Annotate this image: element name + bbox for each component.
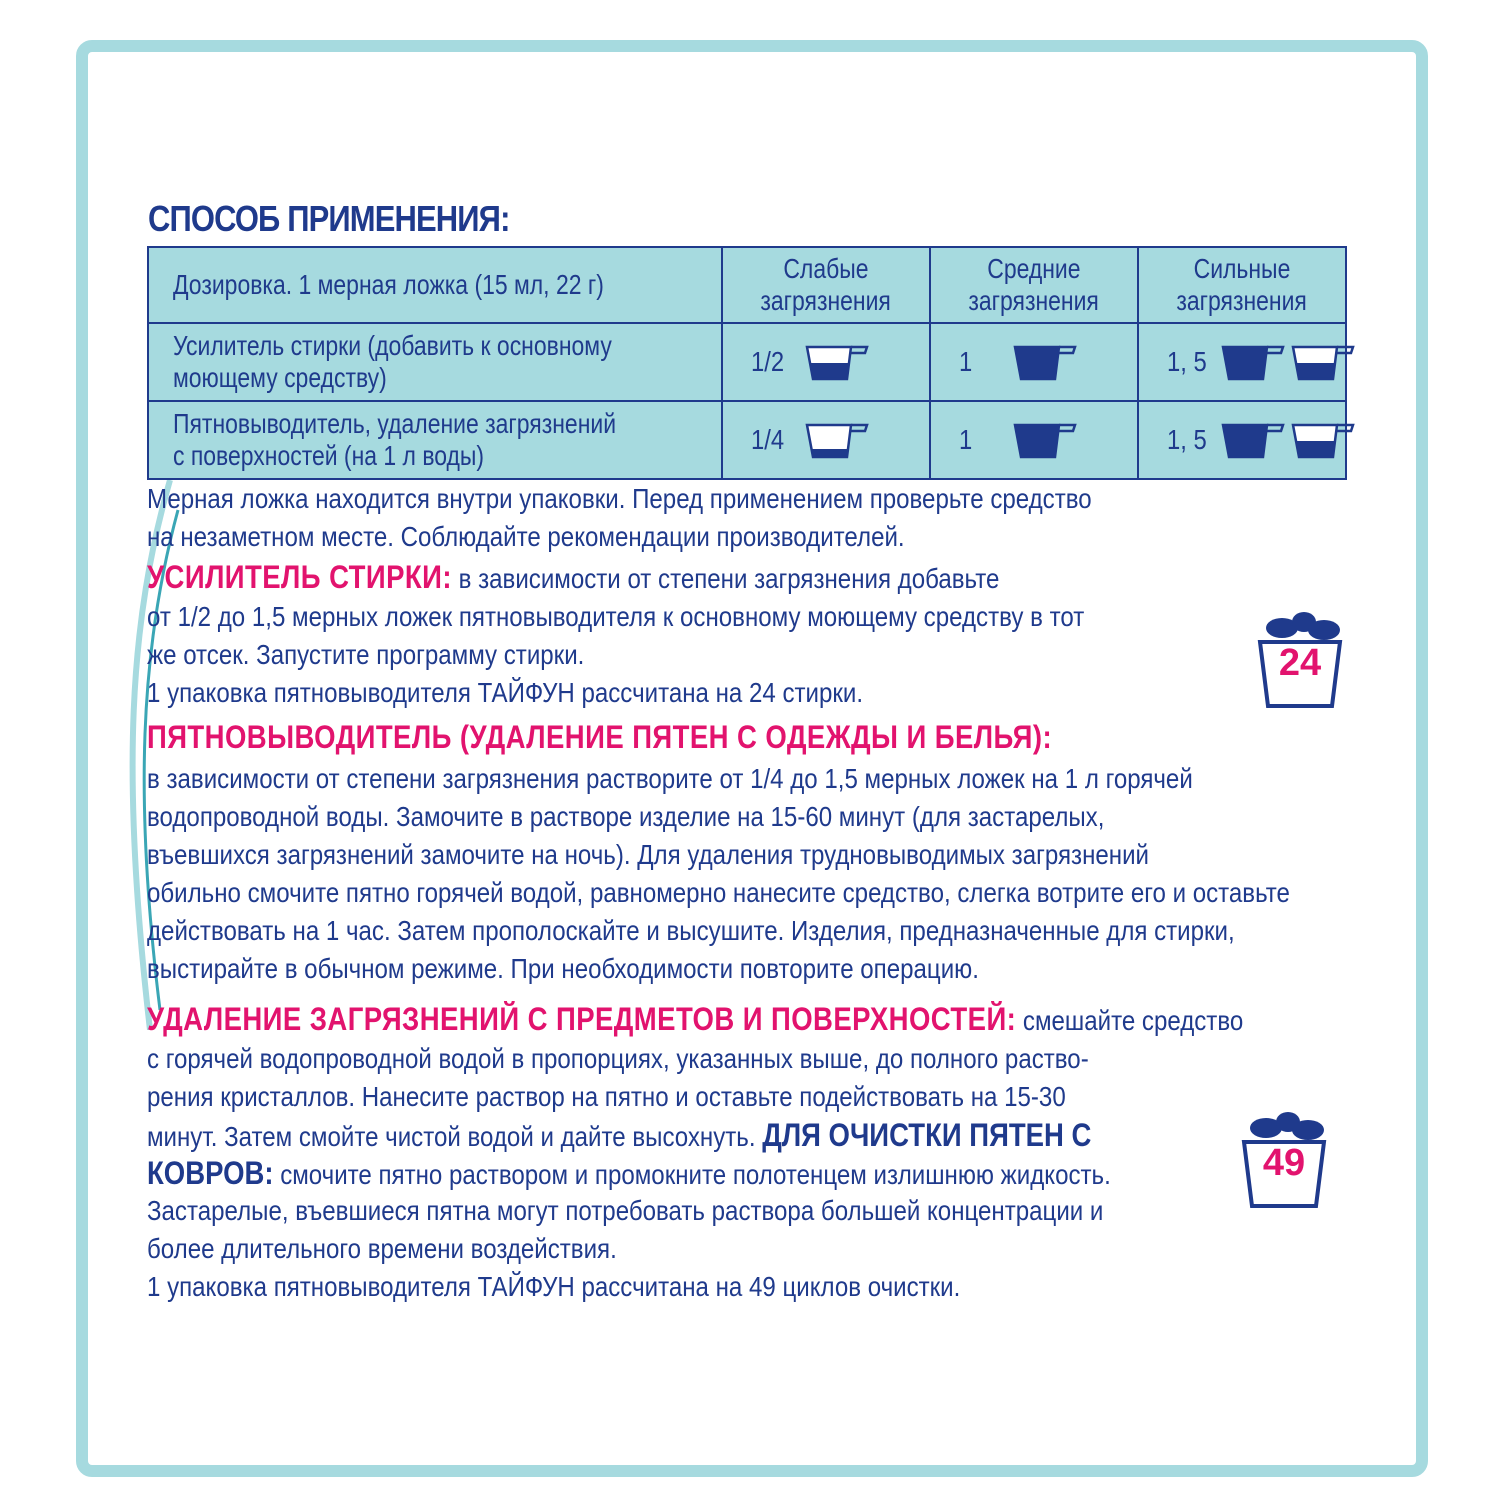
stain-remover-heading: ПЯТНОВЫВОДИТЕЛЬ (УДАЛЕНИЕ ПЯТЕН С ОДЕЖДЫ И БЕЛЬЯ):: [147, 719, 1053, 755]
surfaces-line-1: УДАЛЕНИЕ ЗАГРЯЗНЕНИЙ С ПРЕДМЕТОВ И ПОВЕРХНОСТЕЙ: смешайте средство: [147, 1001, 1244, 1037]
table-row: [148, 323, 1346, 401]
measuring-spoon-icon: [805, 421, 869, 459]
dosage-header-cell: Дозировка. 1 мерная ложка (15 мл, 22 г): [148, 247, 722, 323]
amount-cell: 1: [930, 401, 1138, 479]
measuring-spoon-icon: [1013, 343, 1077, 381]
measuring-spoon-icon: [1221, 343, 1285, 381]
stain-remover-line: въевшихся загрязнений замочите на ночь). Для удаления трудновыводимых загрязнений: [147, 839, 1149, 870]
surfaces-line-5: КОВРОВ: смочите пятно раствором и промокните полотенцем излишнюю жидкость.: [147, 1155, 1111, 1191]
surfaces-line: с горячей водопроводной водой в пропорциях, указанных выше, до полного раство-: [147, 1043, 1089, 1074]
amount-cell: 1, 5: [1138, 401, 1346, 479]
dosage-table: [147, 246, 1347, 480]
measuring-spoon-icon: [1221, 421, 1285, 459]
stain-remover-line: водопроводной воды. Замочите в растворе изделие на 15-60 минут (для застарелых,: [147, 801, 1105, 832]
measuring-spoon-icon: [1291, 421, 1355, 459]
note-line: Мерная ложка находится внутри упаковки. Перед применением проверьте средство: [147, 483, 1092, 514]
stain-remover-line: действовать на 1 час. Затем прополоскайте и высушите. Изделия, предназначенные для стирки,: [147, 915, 1235, 946]
surfaces-line: рения кристаллов. Нанесите раствор на пятно и оставьте подействовать на 15-30: [147, 1081, 1066, 1112]
column-weak: Слабые загрязнения: [722, 247, 930, 323]
booster-line: же отсек. Запустите программу стирки.: [147, 639, 585, 670]
measuring-spoon-icon: [805, 343, 869, 381]
stain-remover-heading-line: [147, 718, 1052, 758]
section-title: СПОСОБ ПРИМЕНЕНИЯ:: [148, 198, 510, 239]
washes-count: 24: [1278, 642, 1322, 684]
amount-cell: 1, 5: [1138, 323, 1346, 401]
booster-line-1: УСИЛИТЕЛЬ СТИРКИ: в зависимости от степени загрязнения добавьте: [147, 559, 1000, 595]
cycles-count: 49: [1262, 1142, 1306, 1184]
amount-cell: 1/4: [722, 401, 930, 479]
stain-remover-line: обильно смочите пятно горячей водой, равномерно нанесите средство, слегка вотрите его и оставьте: [147, 877, 1290, 908]
amount-cell: 1: [930, 323, 1138, 401]
surfaces-line: Застарелые, въевшиеся пятна могут потребовать раствора большей концентрации и: [147, 1195, 1104, 1226]
row-label-stain-remover: Пятновыводитель, удаление загрязнений с поверхностей (на 1 л воды): [148, 401, 722, 479]
carpet-heading: ДЛЯ ОЧИСТКИ ПЯТЕН С: [762, 1117, 1092, 1153]
cleaning-cycles-badge: [1236, 1106, 1332, 1210]
measuring-spoon-icon: [1013, 421, 1077, 459]
table-row: [148, 401, 1346, 479]
booster-line: 1 упаковка пятновыводителя ТАЙФУН рассчитана на 24 стирки.: [147, 677, 864, 708]
surfaces-line: более длительного времени воздействия.: [147, 1233, 617, 1264]
washes-badge: [1252, 606, 1348, 710]
booster-line: от 1/2 до 1,5 мерных ложек пятновыводителя к основному моющему средству в тот: [147, 601, 1085, 632]
column-medium: Средние загрязнения: [930, 247, 1138, 323]
table-header-row: [148, 247, 1346, 323]
column-strong: Сильные загрязнения: [1138, 247, 1346, 323]
surfaces-heading: УДАЛЕНИЕ ЗАГРЯЗНЕНИЙ С ПРЕДМЕТОВ И ПОВЕРХНОСТЕЙ:: [147, 1001, 1017, 1037]
surfaces-line: 1 упаковка пятновыводителя ТАЙФУН рассчитана на 49 циклов очистки.: [147, 1271, 961, 1302]
measuring-spoon-icon: [1291, 343, 1355, 381]
booster-heading: УСИЛИТЕЛЬ СТИРКИ:: [147, 559, 452, 595]
stain-remover-line: выстирайте в обычном режиме. При необходимости повторите операцию.: [147, 953, 979, 984]
carpet-heading-end: КОВРОВ:: [147, 1155, 274, 1191]
note-line: на незаметном месте. Соблюдайте рекомендации производителей.: [147, 521, 905, 552]
stain-remover-line: в зависимости от степени загрязнения растворите от 1/4 до 1,5 мерных ложек на 1 л горячей: [147, 763, 1193, 794]
surfaces-line-4: минут. Затем смойте чистой водой и дайте высохнуть. ДЛЯ ОЧИСТКИ ПЯТЕН С: [147, 1117, 1092, 1153]
amount-cell: 1/2: [722, 323, 930, 401]
row-label-booster: Усилитель стирки (добавить к основному моющему средству): [148, 323, 722, 401]
